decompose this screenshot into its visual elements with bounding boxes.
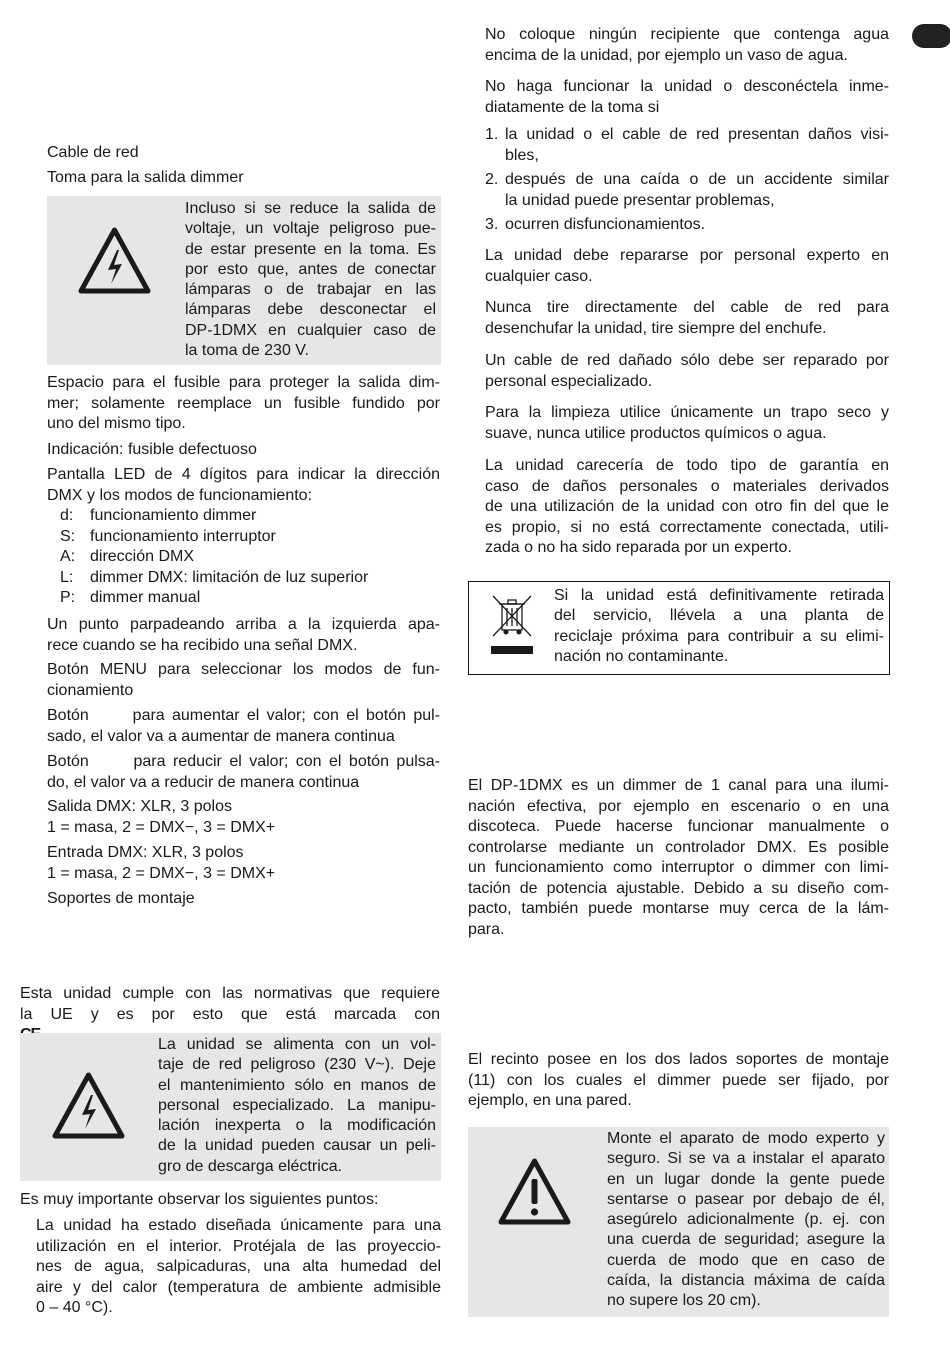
mode-item: A: dirección DMX [60, 548, 195, 565]
caution-icon [497, 1157, 572, 1227]
item-dmx-output: Salida DMX: XLR, 3 polos 1 = masa, 2 = DMX−, 3 = DMX+ [47, 798, 276, 836]
electric-hazard-icon [77, 226, 152, 296]
electric-hazard-icon [51, 1071, 126, 1141]
mode-item: P: dimmer manual [60, 589, 201, 606]
item-dimmer-socket: Toma para la salida dimmer [47, 169, 244, 186]
weee-bin-icon [489, 590, 535, 656]
warning-text: Incluso si se reduce la salida de voltaje, un voltaje peligroso pue- de estar presente en la toma. Es por esto que, antes de conectar lámparas o de trabajar en las lámparas debe desconectar el DP-1DMX en cualquier caso de la toma de 230 V. [185, 200, 436, 360]
warning-text: Monte el aparato de modo experto y seguro. Si se va a instalar el aparato en un lugar donde la gente puede sentarse o pasear por debajo de él, asegúrelo adicionalmente (p. ej. con una cuerda de seguridad; asegure la cuerda de modo que en caso de caída, la distancia máxima de caída no supere los 20 cm). [607, 1130, 885, 1310]
item-mounting-brackets: Soportes de montaje [47, 890, 195, 907]
mounting-paragraph: El recinto posee en los dos lados soportes de montaje (11) con los cuales el dimmer puede ser fijado, por ejemplo, en una pared. [468, 1051, 889, 1109]
important-points-heading: Es muy importante observar los siguientes puntos: [20, 1191, 379, 1208]
cleaning-paragraph: Para la limpieza utilice únicamente un trapo seco y suave, nunca utilice productos químicos o agua. [485, 404, 889, 442]
damaged-cable-paragraph: Un cable de red dañado sólo debe ser reparado por personal especializado. [485, 352, 889, 390]
item-led-display: Pantalla LED de 4 dígitos para indicar la dirección DMX y los modos de funcionamiento: [47, 466, 440, 504]
warning-box-mains-voltage [20, 1033, 441, 1181]
item-fuse-indicator: Indicación: fusible defectuoso [47, 441, 257, 458]
mode-item: d: funcionamiento dimmer [60, 507, 257, 524]
language-tab-marker [912, 24, 950, 48]
list-item: 3. ocurren disfuncionamientos. [485, 216, 706, 233]
warning-text: La unidad se alimenta con un vol- taje de red peligroso (230 V~). Deje el mantenimiento sólo en manos de personal especializado. La manipu- lación inexperta o la modificación de la unidad pueden causar un peli- gro de descarga eléctrica. [158, 1036, 436, 1175]
item-dmx-dot: Un punto parpadeando arriba a la izquierda apa- rece cuando se ha recibido una señal DMX. [47, 616, 440, 654]
fault-list [485, 125, 889, 236]
warning-box-mounting [468, 1127, 889, 1317]
ce-paragraph: Esta unidad cumple con las normativas que requiere la UE y es por esto que está marcada con [20, 984, 440, 1066]
item-fuse-holder: Espacio para el fusible para proteger la salida dim- mer; solamente reemplace un fusible fundido por uno del mismo tipo. [47, 374, 440, 432]
repair-paragraph: La unidad debe repararse por personal experto en cualquier caso. [485, 247, 889, 285]
recycling-text: Si la unidad está definitivamente retirada del servicio, llévela a una planta de reciclaje próxima para contribuir a su elimi- nación no contaminante. [554, 587, 884, 665]
indoor-use-paragraph: La unidad ha estado diseñada únicamente para una utilización en el interior. Protéjala de las proyeccio- nes de agua, salpicaduras, una alta humedad del aire y del calor (temperatura de ambiente admisible 0 – 40 °C). [36, 1217, 441, 1316]
pull-cable-paragraph: Nunca tire directamente del cable de red para desenchufar la unidad, tire siempre del enchufe. [485, 299, 889, 337]
mode-item: L: dimmer DMX: limitación de luz superior [60, 568, 369, 586]
item-power-cable: Cable de red [47, 144, 139, 161]
warning-box-socket-voltage [47, 196, 441, 365]
disconnect-paragraph: No haga funcionar la unidad o desconéctela inme- diatamente de la toma si [485, 78, 889, 116]
item-down-button: Botón para reducir el valor; con el botón pulsa- do, el valor va a reducir de manera continua [47, 753, 440, 791]
recycling-box [468, 581, 890, 675]
mode-list [47, 506, 440, 609]
item-up-button: Botón para aumentar el valor; con el botón pul- sado, el valor va a aumentar de manera continua [47, 707, 440, 745]
description-paragraph: El DP-1DMX es un dimmer de 1 canal para una ilumi- nación efectiva, por ejemplo en escenario o en una discoteca. Puede hacerse funcionar manualmente o controlarse mediante un controlador DMX. Es posible un funcionamiento como interruptor o dimmer con limi- tación de potencia ajustable. Debido a su diseño com- pacto, también puede montarse muy cerca de la lám- para. [468, 777, 889, 938]
list-item: 1. la unidad o el cable de red presentan daños visi- bles, [485, 126, 889, 164]
warranty-paragraph: La unidad carecería de todo tipo de garantía en caso de daños personales o materiales derivados de una utilización de la unidad con otro fin del que le es propio, si no está correctamente conectada, utili- zada o no ha sido reparada por un experto. [485, 457, 889, 556]
item-dmx-input: Entrada DMX: XLR, 3 polos 1 = masa, 2 = DMX−, 3 = DMX+ [47, 844, 276, 882]
item-menu-button: Botón MENU para seleccionar los modos de fun- cionamiento [47, 661, 440, 699]
no-water-paragraph: No coloque ningún recipiente que contenga agua encima de la unidad, por ejemplo un vaso de agua. [485, 26, 889, 64]
mode-item: S: funcionamiento interruptor [60, 527, 276, 545]
list-item: 2. después de una caída o de un accidente similar la unidad puede presentar problemas, [485, 171, 889, 209]
